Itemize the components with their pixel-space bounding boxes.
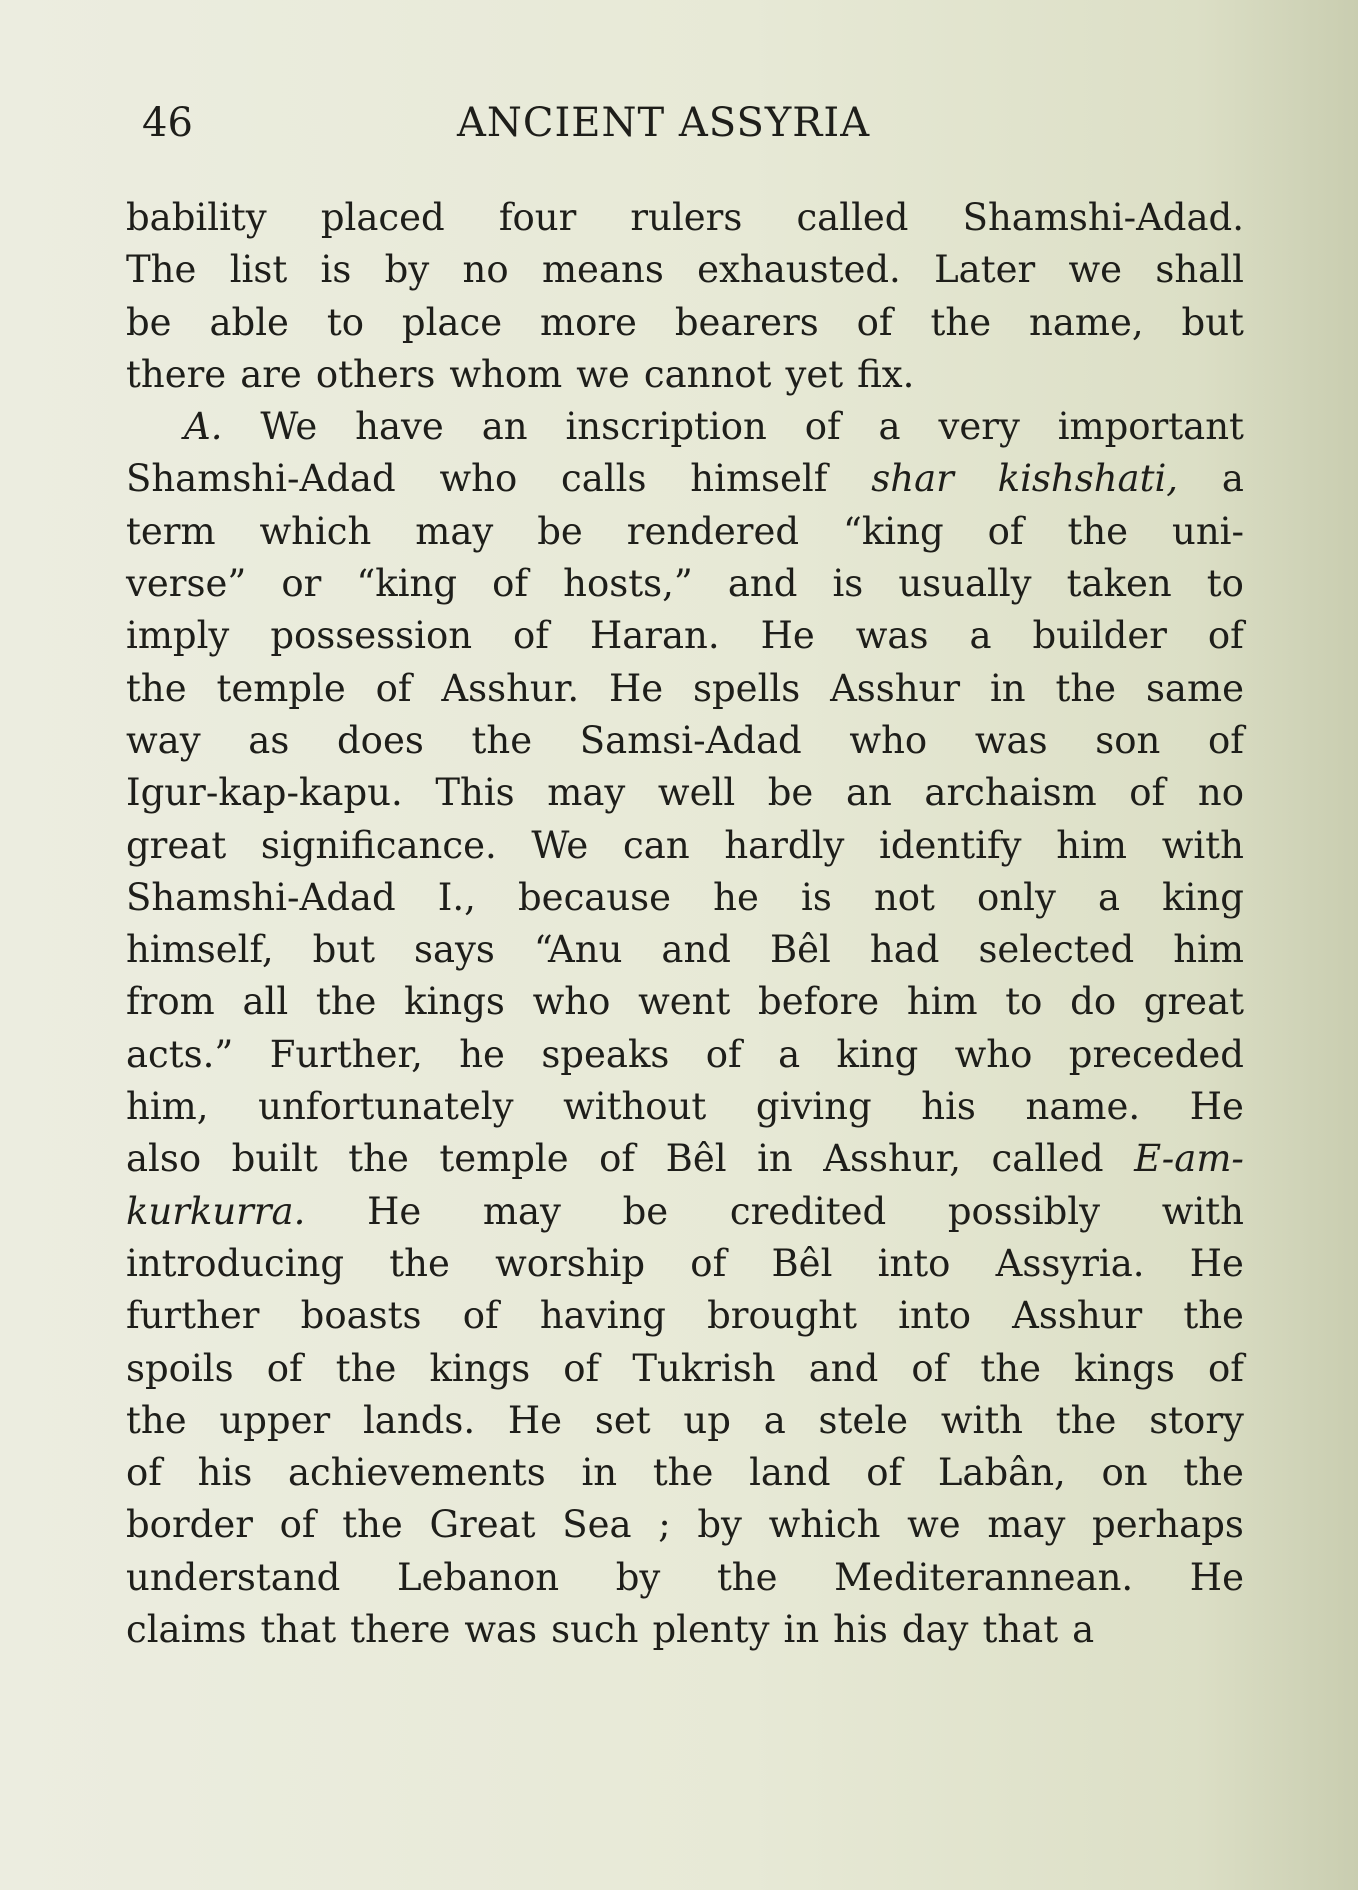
running-head	[142, 100, 1232, 160]
text-line: great significance. We can hardly identify him with	[126, 823, 1244, 867]
text-line: bability placed four rulers called Shamshi-Adad.	[126, 196, 1244, 239]
text-line: introducing the worship of Bêl into Assyria. He	[126, 1241, 1244, 1285]
text-line: understand Lebanon by the Mediterannean. He	[126, 1555, 1244, 1599]
text-line: kurkurra. He may be credited possibly with	[126, 1189, 1244, 1233]
body-text	[126, 192, 1244, 1656]
text-line: claims that there was such plenty in his day that a	[126, 1608, 1095, 1652]
text-line: verse” or “king of hosts,” and is usually taken to	[126, 562, 1244, 606]
text-line: border of the Great Sea ; by which we may perhaps	[126, 1503, 1244, 1547]
text-line: be able to place more bearers of the name, but	[126, 300, 1244, 344]
text-line: himself, but says “Anu and Bêl had selected him	[126, 928, 1244, 972]
text-line: further boasts of having brought into Asshur the	[126, 1294, 1244, 1338]
text-line: imply possession of Haran. He was a builder of	[126, 614, 1244, 658]
text-line: the upper lands. He set up a stele with the story	[126, 1398, 1244, 1442]
page-number: 46	[142, 100, 193, 146]
text-line: way as does the Samsi-Adad who was son of	[126, 718, 1244, 762]
text-line: Igur-kap-kapu. This may well be an archaism of no	[126, 771, 1244, 815]
text-line: The list is by no means exhausted. Later we shall	[126, 248, 1244, 292]
text-line: term which may be rendered “king of the uni-	[126, 509, 1244, 553]
text-line: also built the temple of Bêl in Asshur, called E-am-	[126, 1137, 1244, 1181]
text-line: acts.” Further, he speaks of a king who preceded	[126, 1032, 1244, 1076]
text-line: Shamshi-Adad I., because he is not only a king	[126, 875, 1244, 919]
running-title: ANCIENT ASSYRIA	[457, 100, 871, 146]
text-line: A. We have an inscription of a very important	[184, 405, 1244, 449]
text-line: the temple of Asshur. He spells Asshur in the same	[126, 666, 1244, 710]
text-line: from all the kings who went before him to do great	[126, 980, 1244, 1024]
text-line: him, unfortunately without giving his name. He	[126, 1085, 1244, 1129]
text-line: of his achievements in the land of Labân, on the	[126, 1451, 1244, 1495]
text-line: there are others whom we cannot yet fix.	[126, 352, 915, 396]
text-line: spoils of the kings of Tukrish and of the kings of	[126, 1346, 1244, 1390]
text-line: Shamshi-Adad who calls himself shar kishshati, a	[126, 457, 1244, 501]
